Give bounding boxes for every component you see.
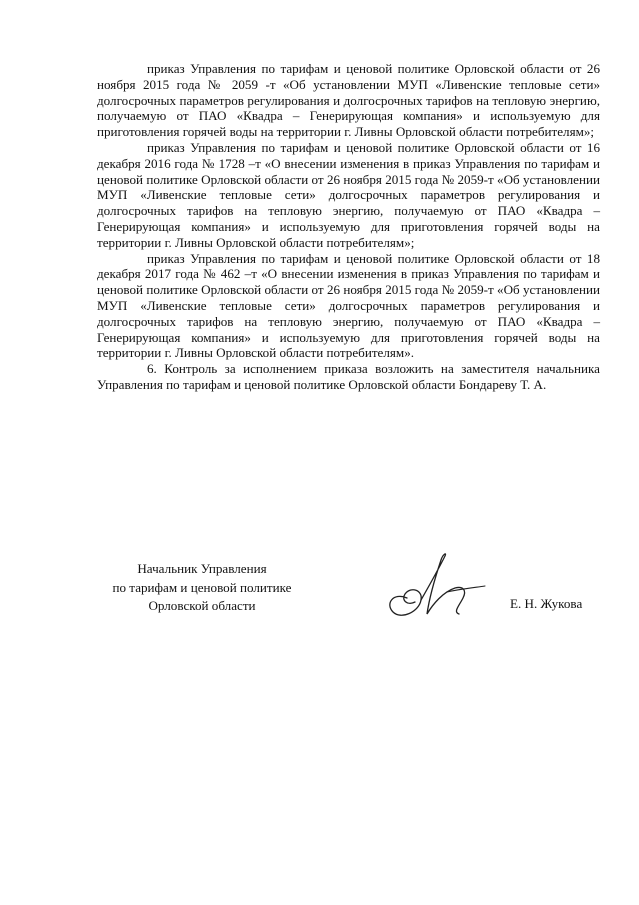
paragraph-item-6: 6. Контроль за исполнением приказа возложить на заместителя начальника Управления по тарифам и ценовой политике Орловской области Бондареву Т. А. [97,361,600,392]
paragraph-order-2017: приказ Управления по тарифам и ценовой политике Орловской области от 18 декабря 2017 года № 462 –т «О внесении изменения в приказ Управления по тарифам и ценовой политике Орловской области от 26 ноября 2015 года № 2059-т «Об установлении МУП «Ливенские тепловые сети» долгосрочных параметров регулирования и долгосрочных тарифов на тепловую энергию, получаемую от ПАО «Квадра – Генерирующая компания» и используемую для приготовления горячей воды на территории г. Ливны Орловской области потребителям». [97,250,600,361]
paragraph-order-2016: приказ Управления по тарифам и ценовой политике Орловской области от 16 декабря 2016 года № 1728 –т «О внесении изменения в приказ Управления по тарифам и ценовой политике Орловской области от 26 ноября 2015 года № 2059-т «Об установлении МУП «Ливенские тепловые сети» долгосрочных параметров регулирования и долгосрочных тарифов на тепловую энергию, получаемую от ПАО «Квадра – Генерирующая компания» и используемую для приготовления горячей воды на территории г. Ливны Орловской области потребителям»; [97,139,600,250]
signatory-name: Е. Н. Жукова [510,596,583,611]
document-body [97,61,600,393]
signatory-title-line: Начальник Управления [137,561,267,576]
signatory-title [97,560,307,616]
signatory-title-line: Орловской области [148,598,256,613]
paragraph-order-2015: приказ Управления по тарифам и ценовой политике Орловской области от 26 ноября 2015 года № 2059 -т «Об установлении МУП «Ливенские тепловые сети» долгосрочных параметров регулирования и долгосрочных тарифов на тепловую энергию, получаемую от ПАО «Квадра – Генерирующая компания» и используемую для приготовления горячей воды на территории г. Ливны Орловской области потребителям»; [97,61,600,140]
handwritten-signature [363,546,503,626]
signatory-title-line: по тарифам и ценовой политике [112,579,292,595]
